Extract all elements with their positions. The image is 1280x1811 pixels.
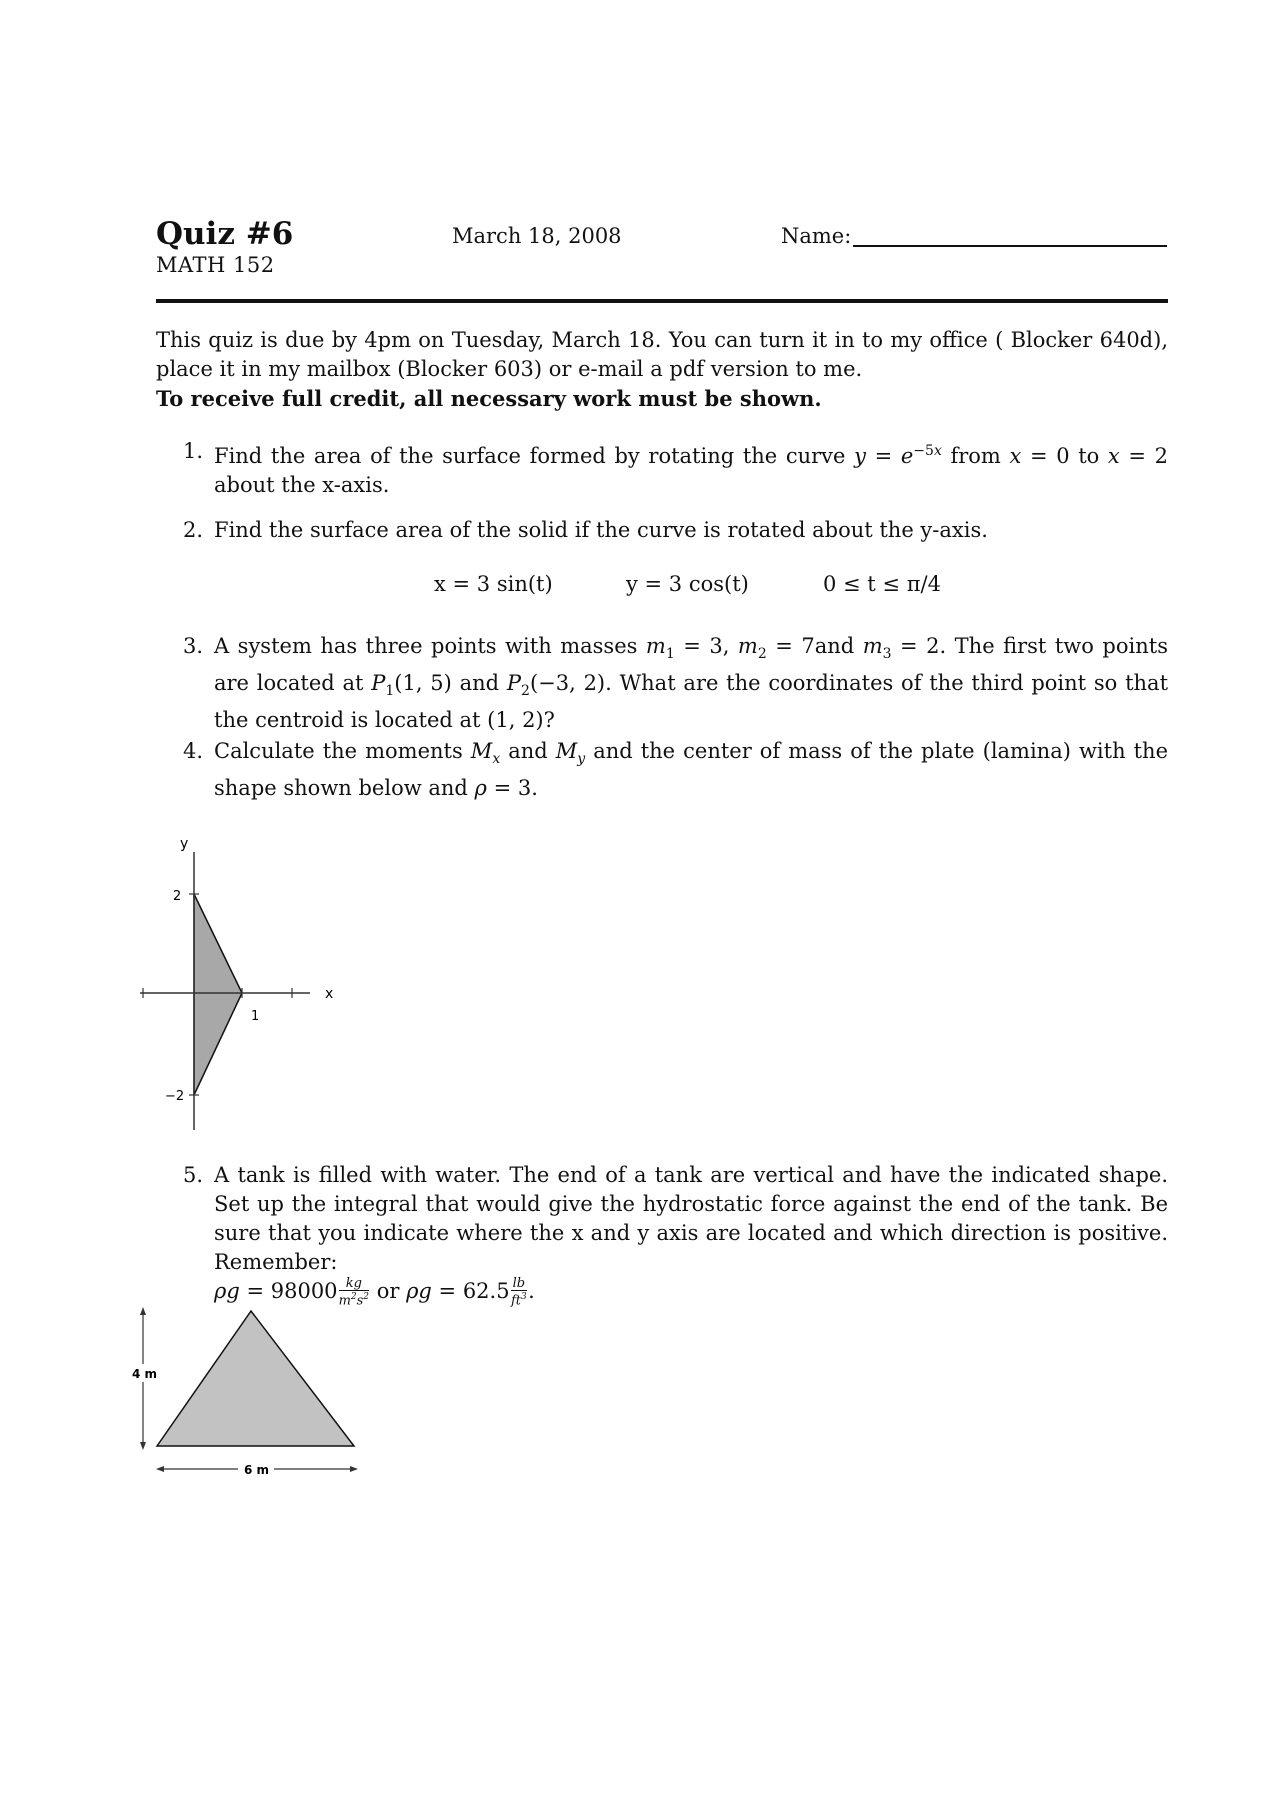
height-arrow-down	[140, 1442, 146, 1450]
question-number: 5.	[183, 1163, 204, 1187]
question-2: 2. Find the surface area of the solid if the curve is rotated about the y-axis.	[214, 516, 1168, 545]
name-label: Name:	[781, 224, 852, 248]
tick-label-neg2: −2	[165, 1089, 185, 1104]
x-axis-label: x	[325, 986, 334, 1002]
lamina-shape	[194, 894, 242, 1095]
width-label: 6 m	[244, 1463, 270, 1477]
equation-y: y = 3 cos(t)	[626, 572, 749, 596]
question-4: 4. Calculate the moments $M_x$ and $M_y$ and the center of mass of the plate (lamina) with the shape shown below and ρ = 3.	[183, 739, 1169, 801]
question-number: 2.	[183, 518, 204, 542]
intro-text: This quiz is due by 4pm on Tuesday, March 18. You can turn it in to my office ( Blocker 640d), place it in my mailbox (Blocker 603) or e-mail a pdf version to me.	[156, 328, 1168, 381]
intro	[156, 326, 1168, 414]
question-number: 4.	[183, 739, 204, 763]
width-arrow-left	[156, 1466, 164, 1472]
height-label: 4 m	[132, 1367, 158, 1381]
quiz-date: March 18, 2008	[452, 224, 622, 248]
height-arrow-up	[140, 1307, 146, 1315]
header-rule	[156, 299, 1168, 303]
course-name: MATH 152	[156, 253, 275, 277]
name-blank-line	[853, 245, 1167, 247]
question-5: 5. A tank is filled with water. The end of a tank are vertical and have the indicated shape. Set up the integral that would give the hydrostatic force against the end of the tank. Be sure that you indicate where the x and y axis are located and which direction is positive. Remember: ρg = 98000 $\frac{kg}{m^2s^2}$ or ρg = 62.5 $\frac{lb}{ft^3}$ .	[183, 1163, 1168, 1309]
y-axis-label: y	[180, 836, 189, 852]
tick-label-1: 1	[251, 1009, 260, 1024]
equation-range: 0 ≤ t ≤ π/4	[823, 572, 941, 596]
tank-triangle	[157, 1311, 354, 1446]
width-arrow-right	[350, 1466, 358, 1472]
equation-x: x = 3 sin(t)	[434, 572, 553, 596]
question-3: 3. A system has three points with masses $m_1 = 3$, $m_2 = 7and$ $m_3 = 2$. The first two points are located at $P_1(1$, 5) and $P_2(-3$, 2). What are the coordinates of the third point so that the centroid is located at (1, 2)?	[183, 634, 1169, 733]
density-constants: ρg = 98000 $\frac{kg}{m^2s^2}$ or ρg = 62.5 $\frac{lb}{ft^3}$ .	[214, 1276, 535, 1309]
quiz-title: Quiz #6	[156, 216, 294, 252]
tank-figure	[130, 1300, 370, 1480]
question-number: 1.	[183, 439, 204, 463]
intro-bold-note: To receive full credit, all necessary work must be shown.	[156, 386, 822, 411]
tick-label-2: 2	[173, 889, 182, 904]
question-number: 3.	[183, 634, 204, 658]
question-1: 1. Find the area of the surface formed by rotating the curve $y = e^{-5x}$ from x = 0 to x = 2 about the x-axis.	[183, 439, 1168, 497]
lamina-figure	[130, 830, 350, 1130]
